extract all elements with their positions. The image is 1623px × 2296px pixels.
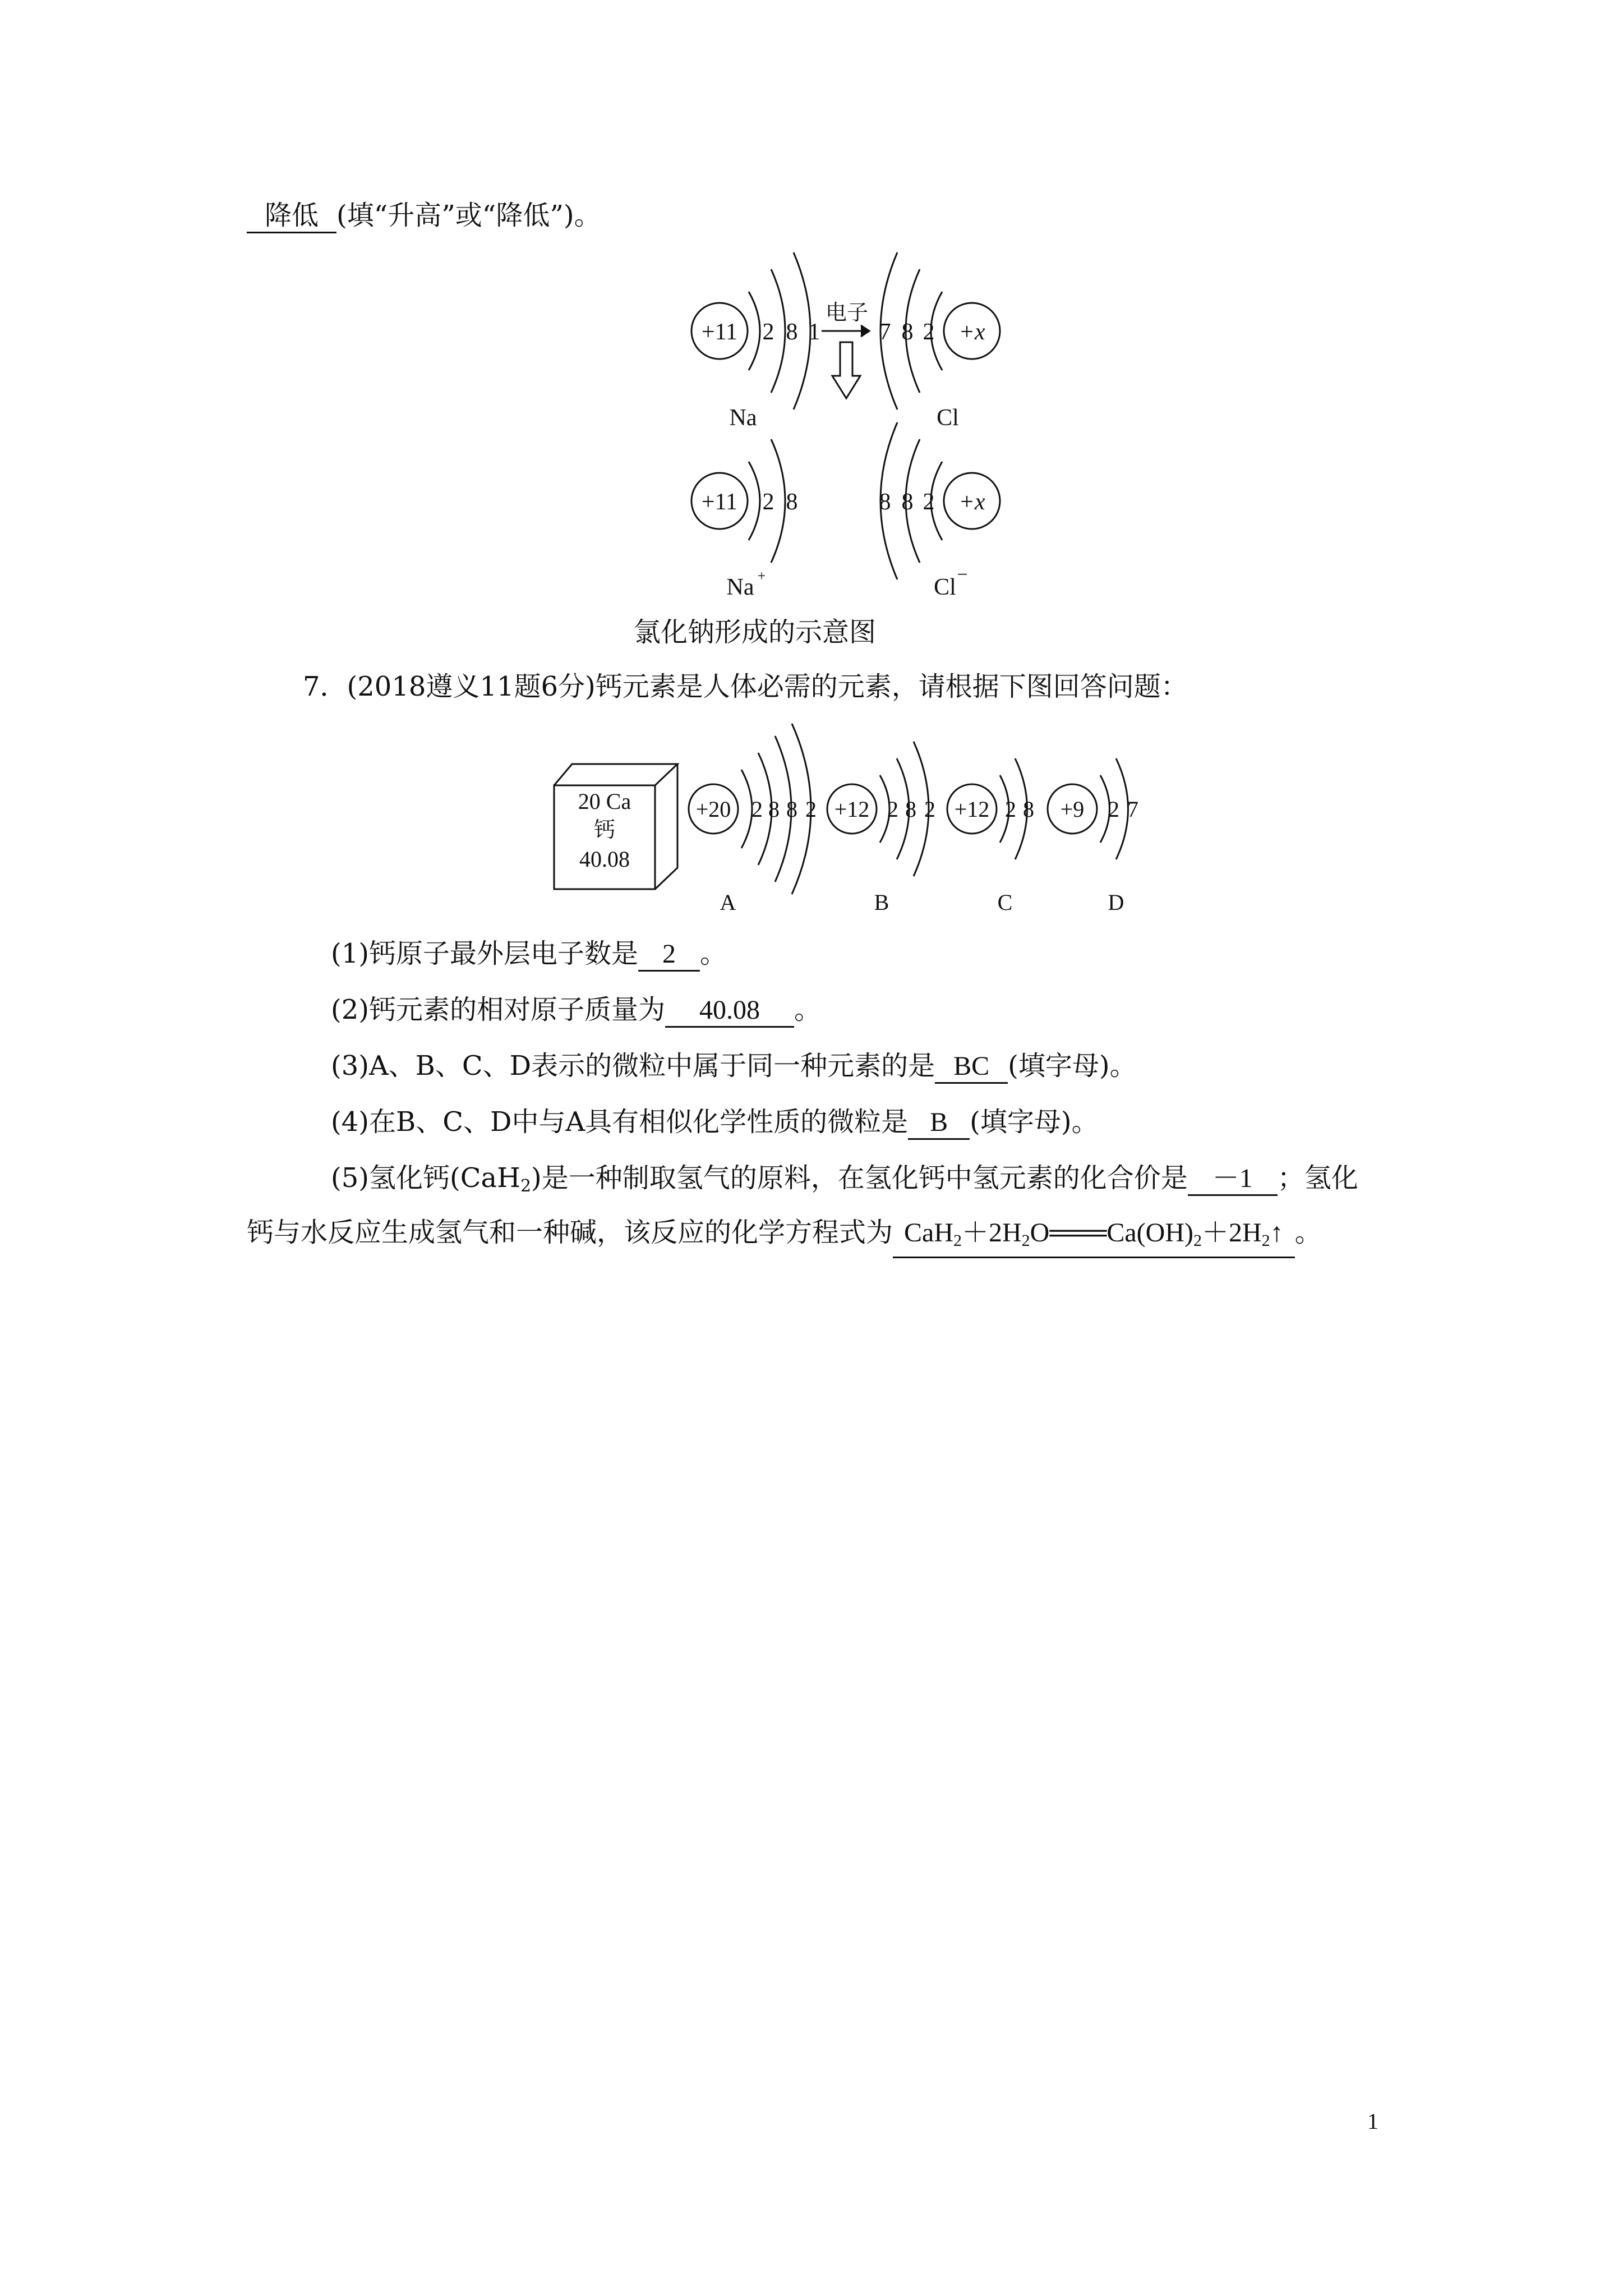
cl-ion-nucleus: +x: [958, 489, 985, 515]
particle-a-shell-3: 8: [786, 797, 797, 822]
q5-sub-a: 2: [520, 1176, 532, 1196]
q3-answer-blank: BC: [935, 1051, 1008, 1084]
element-name: 钙: [593, 818, 616, 842]
cl-shell-2: 8: [901, 319, 914, 345]
cl-ion-charge: −: [957, 564, 968, 585]
particle-a-shell-2: 8: [768, 797, 780, 822]
na-ion-charge: +: [757, 568, 766, 584]
q4-answer-blank: B: [908, 1107, 970, 1140]
particle-d-shell-1: 2: [1108, 797, 1119, 822]
q2-end: 。: [794, 994, 822, 1025]
cl-ion-shell-3: 2: [923, 489, 935, 515]
q3-end: (填字母)。: [1008, 1050, 1137, 1082]
na-shell-1: 2: [762, 319, 774, 345]
q7-item-3: [331, 1048, 1137, 1084]
na-shell-2: 8: [786, 319, 798, 345]
cl-ion-label: Cl: [934, 574, 956, 600]
q7-item-5-line-1: [331, 1160, 1358, 1204]
q3-text: (3)A、B、C、D表示的微粒中属于同一种元素的是: [331, 1050, 935, 1082]
na-ion-shell-1: 2: [762, 489, 774, 515]
q2-answer-blank: 40.08: [665, 995, 794, 1028]
cl-label: Cl: [937, 405, 959, 431]
q5-text-c: ；氢化: [1277, 1162, 1358, 1194]
q1-text: (1)钙原子最外层电子数是: [331, 938, 638, 969]
particle-b-shell-3: 2: [924, 797, 935, 822]
q1-end: 。: [700, 938, 727, 969]
page-number: 1: [1367, 2109, 1378, 2134]
q4-end: (填字母)。: [970, 1106, 1099, 1138]
particle-b-label: B: [874, 890, 889, 915]
na-label: Na: [729, 405, 757, 431]
eq-s3: 2: [1193, 1231, 1202, 1250]
na-ion-nucleus: +11: [701, 489, 738, 515]
particle-d-label: D: [1108, 890, 1124, 915]
cl-ion-shell-1: 8: [879, 489, 891, 515]
eq-p4: ＋2H: [1201, 1218, 1262, 1248]
particle-a-shell-4: 2: [805, 797, 817, 822]
q7-item-1: [331, 936, 727, 972]
q7-item-4: [331, 1104, 1099, 1140]
answer-blank: 降低: [247, 200, 336, 233]
q2-text: (2)钙元素的相对原子质量为: [331, 994, 665, 1025]
particle-a-shell-1: 2: [751, 797, 763, 822]
diagram1-caption: 氯化钠形成的示意图: [634, 616, 877, 648]
q4-text: (4)在B、C、D中与A具有相似化学性质的微粒是: [331, 1106, 909, 1138]
particle-a-nucleus: +20: [695, 797, 731, 822]
q5-equation-blank: [893, 1217, 1295, 1258]
q7-stem: 7．(2018遵义11题6分)钙元素是人体必需的元素，请根据下图回答问题：: [303, 671, 1188, 702]
particle-c-nucleus: +12: [954, 797, 990, 822]
continuation-text: (填“升高”或“降低”)。: [336, 200, 601, 231]
q7-item-2: [331, 992, 821, 1028]
q5-valence-blank: －1: [1188, 1163, 1278, 1196]
particle-c-shell-2: 8: [1023, 797, 1034, 822]
q7-item-5-line-2: [247, 1214, 1322, 1258]
cl-nucleus: +x: [958, 319, 985, 345]
q5-text-b: )是一种制取氢气的原料，在氢化钙中氢元素的化合价是: [531, 1162, 1188, 1194]
q5-end: 。: [1294, 1217, 1322, 1248]
eq-p1: CaH: [904, 1218, 953, 1248]
na-ion-shell-2: 8: [786, 489, 798, 515]
element-mass: 40.08: [579, 846, 630, 872]
eq-s4: 2: [1261, 1231, 1270, 1250]
eq-s1: 2: [953, 1231, 962, 1250]
particle-b-shell-1: 2: [887, 797, 898, 822]
na-ion-label: Na: [726, 574, 754, 600]
q5-line-2: 钙与水反应生成氢气和一种碱，该反应的化学方程式为: [247, 1217, 893, 1248]
particle-b-shell-2: 8: [905, 797, 916, 822]
arrow-label: 电子: [825, 301, 869, 325]
particle-b-nucleus: +12: [834, 797, 870, 822]
cl-shell-3: 2: [923, 319, 935, 345]
element-number-symbol: 20 Ca: [578, 789, 631, 814]
eq-p3: O═══Ca(OH): [1030, 1218, 1193, 1248]
particle-c-shell-1: 2: [1005, 797, 1016, 822]
particle-c-label: C: [997, 890, 1013, 915]
eq-s2: 2: [1021, 1231, 1030, 1250]
na-shell-3: 1: [808, 319, 820, 345]
eq-p5: ↑: [1270, 1218, 1284, 1248]
particle-d-shell-2: 7: [1127, 797, 1138, 822]
q5-text-a: (5)氢化钙(CaH: [331, 1162, 520, 1194]
particle-a-label: A: [720, 890, 736, 915]
q1-answer-blank: 2: [638, 938, 700, 972]
particle-d-nucleus: +9: [1060, 797, 1085, 822]
eq-p2: ＋2H: [962, 1218, 1022, 1248]
cl-shell-1: 7: [879, 319, 891, 345]
na-nucleus: +11: [701, 319, 738, 345]
cl-ion-shell-2: 8: [901, 489, 914, 515]
